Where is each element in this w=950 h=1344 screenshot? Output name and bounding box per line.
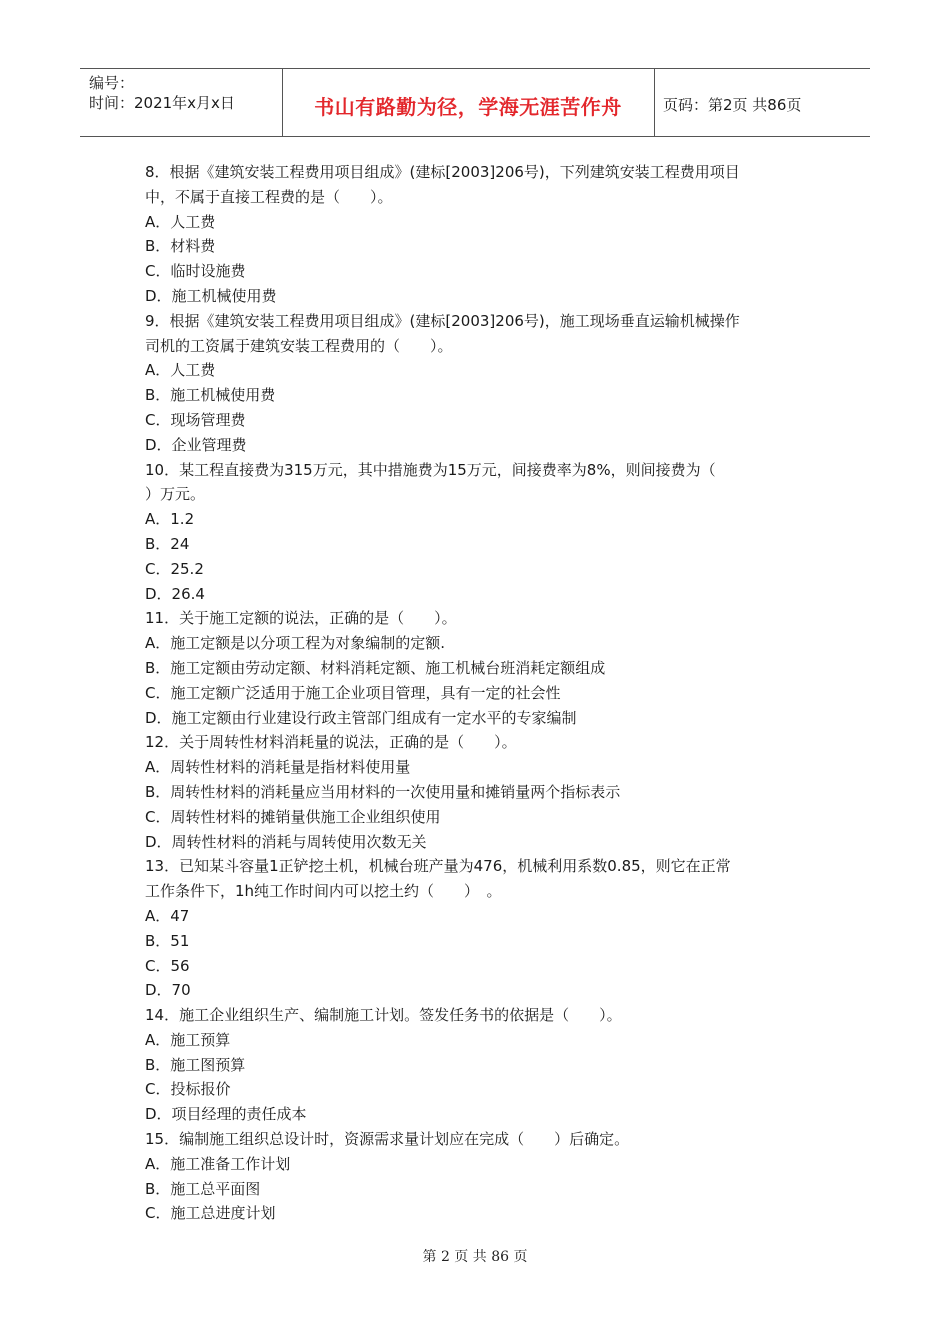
text-line: D．周转性材料的消耗与周转使用次数无关 bbox=[145, 832, 427, 851]
text-line: 13．已知某斗容量1正铲挖土机，机械台班产量为476，机械利用系数0.85，则它在正常 bbox=[145, 857, 731, 876]
text-line: 14．施工企业组织生产、编制施工计划。签发任务书的依据是（ ）。 bbox=[145, 1006, 622, 1025]
header-page-info: 页码：第2页 共86页 bbox=[663, 96, 802, 114]
text-line: B．51 bbox=[145, 931, 190, 950]
text-line: A．施工定额是以分项工程为对象编制的定额. bbox=[145, 634, 446, 653]
text-line: B．施工图预算 bbox=[145, 1055, 246, 1074]
text-line: ）万元。 bbox=[145, 485, 206, 504]
text-line: 司机的工资属于建筑安装工程费用的（ ）。 bbox=[145, 336, 453, 355]
header-motto: 书山有路勤为径，学海无涯苦作舟 bbox=[314, 95, 622, 119]
text-line: C．临时设施费 bbox=[145, 262, 246, 281]
text-line: 10．某工程直接费为315万元，其中措施费为15万元，间接费率为8%，则间接费为（ bbox=[145, 460, 716, 479]
text-line: B．周转性材料的消耗量应当用材料的一次使用量和摊销量两个指标表示 bbox=[145, 782, 621, 801]
text-line: B．施工总平面图 bbox=[145, 1179, 261, 1198]
text-line: 中，不属于直接工程费的是（ ）。 bbox=[145, 187, 393, 206]
text-line: 11．关于施工定额的说法，正确的是（ ）。 bbox=[145, 609, 457, 628]
text-line: 15．编制施工组织总设计时，资源需求量计划应在完成（ ）后确定。 bbox=[145, 1130, 630, 1149]
text-line: A．人工费 bbox=[145, 361, 216, 380]
header-motto-cell bbox=[282, 69, 655, 136]
text-line: C．25.2 bbox=[145, 559, 204, 578]
text-line: A．施工准备工作计划 bbox=[145, 1154, 291, 1173]
text-line: C．周转性材料的摊销量供施工企业组织使用 bbox=[145, 807, 441, 826]
text-line: 12．关于周转性材料消耗量的说法，正确的是（ ）。 bbox=[145, 733, 517, 752]
text-line: A．47 bbox=[145, 906, 190, 925]
text-line: D．70 bbox=[145, 981, 191, 1000]
text-line: C．现场管理费 bbox=[145, 410, 246, 429]
text-line: A．周转性材料的消耗量是指材料使用量 bbox=[145, 758, 411, 777]
text-line: A．施工预算 bbox=[145, 1030, 231, 1049]
text-line: B．24 bbox=[145, 534, 190, 553]
text-line: 9．根据《建筑安装工程费用项目组成》(建标[2003]206号)，施工现场垂直运输机械操作 bbox=[145, 311, 740, 330]
question-body bbox=[145, 160, 815, 1226]
header-page-cell bbox=[654, 69, 870, 136]
text-line: B．施工机械使用费 bbox=[145, 386, 276, 405]
text-line: D．施工机械使用费 bbox=[145, 286, 277, 305]
header-meta-cell bbox=[80, 69, 283, 136]
text-line: 工作条件下，1h纯工作时间内可以挖土约（ ） 。 bbox=[145, 882, 502, 901]
text-line: 8．根据《建筑安装工程费用项目组成》(建标[2003]206号)，下列建筑安装工程费用项目 bbox=[145, 163, 740, 181]
text-line: C．56 bbox=[145, 956, 190, 975]
page-header bbox=[80, 68, 870, 137]
text-line: D．施工定额由行业建设行政主管部门组成有一定水平的专家编制 bbox=[145, 708, 577, 727]
text-line: B．施工定额由劳动定额、材料消耗定额、施工机械台班消耗定额组成 bbox=[145, 658, 606, 677]
document-date: 时间：2021年x月x日 bbox=[89, 94, 235, 112]
document-code-label: 编号： bbox=[89, 74, 135, 92]
text-line: C．投标报价 bbox=[145, 1080, 231, 1099]
text-line: D．项目经理的责任成本 bbox=[145, 1105, 307, 1124]
page-footer: 第 2 页 共 86 页 bbox=[422, 1249, 528, 1265]
text-line: C．施工定额广泛适用于施工企业项目管理，具有一定的社会性 bbox=[145, 683, 561, 702]
text-line: A．1.2 bbox=[145, 510, 195, 529]
text-line: A．人工费 bbox=[145, 212, 216, 231]
text-line: B．材料费 bbox=[145, 237, 216, 256]
text-line: D．26.4 bbox=[145, 584, 205, 603]
text-line: D．企业管理费 bbox=[145, 435, 247, 454]
text-line: C．施工总进度计划 bbox=[145, 1204, 276, 1223]
